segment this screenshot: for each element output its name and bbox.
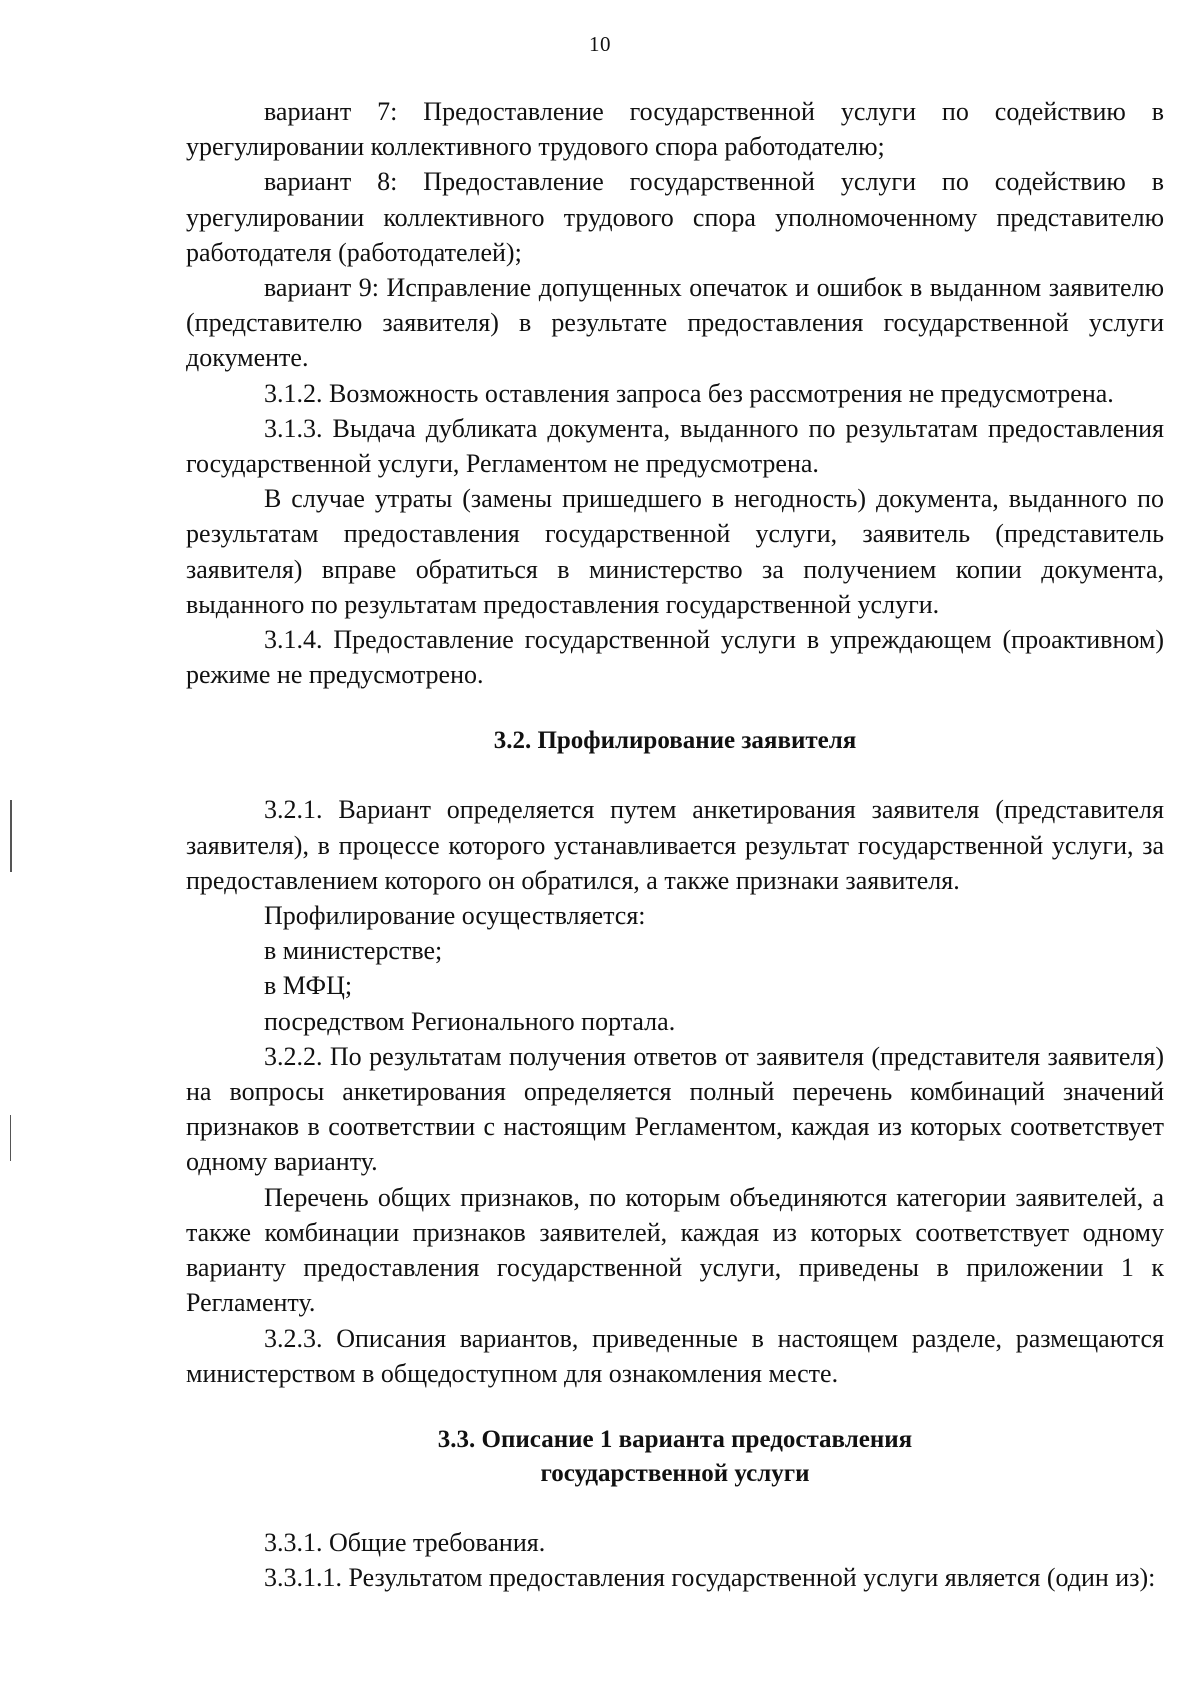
- paragraph: вариант 8: Предоставление государственной услуги по содействию в урегулировании коллективного трудового спора уполномоченному представителю работодателя (работодателей);: [186, 167, 1164, 267]
- paragraph: 3.3.1.1. Результатом предоставления государственной услуги является (один из):: [264, 1563, 1156, 1593]
- paragraph: Перечень общих признаков, по которым объединяются категории заявителей, а также комбинации признаков заявителей, каждая из которых соответствует одному варианту предоставления государственной услуги, приведены в приложении 1 к Регламенту.: [186, 1182, 1164, 1318]
- paragraph: 3.1.3. Выдача дубликата документа, выданного по результатам предоставления государственной услуги, Регламентом не предусмотрена.: [186, 413, 1164, 479]
- list-item: в МФЦ;: [264, 971, 353, 1001]
- section-heading-line: 3.3. Описание 1 варианта предоставления: [437, 1425, 913, 1453]
- list-item: в министерстве;: [264, 936, 443, 966]
- paragraph: Профилирование осуществляется:: [264, 901, 646, 931]
- paragraph: 3.1.2. Возможность оставления запроса без рассмотрения не предусмотрена.: [264, 378, 1114, 408]
- paragraph: вариант 9: Исправление допущенных опечаток и ошибок в выданном заявителю (представителю заявителя) в результате предоставления государственной услуги документе.: [186, 273, 1164, 373]
- section-heading-line: государственной услуги: [540, 1459, 810, 1487]
- list-item: посредством Регионального портала.: [264, 1006, 676, 1036]
- paragraph: В случае утраты (замены пришедшего в негодность) документа, выданного по результатам предоставления государственной услуги, заявитель (представитель заявителя) вправе обратиться в министерство за получением копии документа, выданного по результатам предоставления государственной услуги.: [186, 484, 1164, 619]
- section-heading: 3.2. Профилирование заявителя: [493, 727, 857, 755]
- paragraph: 3.2.3. Описания вариантов, приведенные в настоящем разделе, размещаются министерством в общедоступном для ознакомления месте.: [186, 1323, 1164, 1388]
- paragraph: 3.1.4. Предоставление государственной услуги в упреждающем (проактивном) режиме не предусмотрено.: [186, 625, 1164, 690]
- paragraph: 3.3.1. Общие требования.: [264, 1527, 546, 1557]
- document-body: [186, 94, 1164, 1595]
- paragraph: вариант 7: Предоставление государственной услуги по содействию в урегулировании коллективного трудового спора работодателю;: [186, 97, 1164, 162]
- scan-artifact: [10, 1115, 11, 1161]
- paragraph: 3.2.1. Вариант определяется путем анкетирования заявителя (представителя заявителя), в процессе которого устанавливается результат государственной услуги, за предоставлением которого он обратился, а также признаки заявителя.: [186, 795, 1164, 895]
- page-number: 10: [589, 32, 611, 56]
- paragraph: 3.2.2. По результатам получения ответов от заявителя (представителя заявителя) на вопросы анкетирования определяется полный перечень комбинаций значений признаков в соответствии с настоящим Регламентом, каждая из которых соответствует одному варианту.: [186, 1041, 1164, 1177]
- scan-artifact: [10, 800, 12, 872]
